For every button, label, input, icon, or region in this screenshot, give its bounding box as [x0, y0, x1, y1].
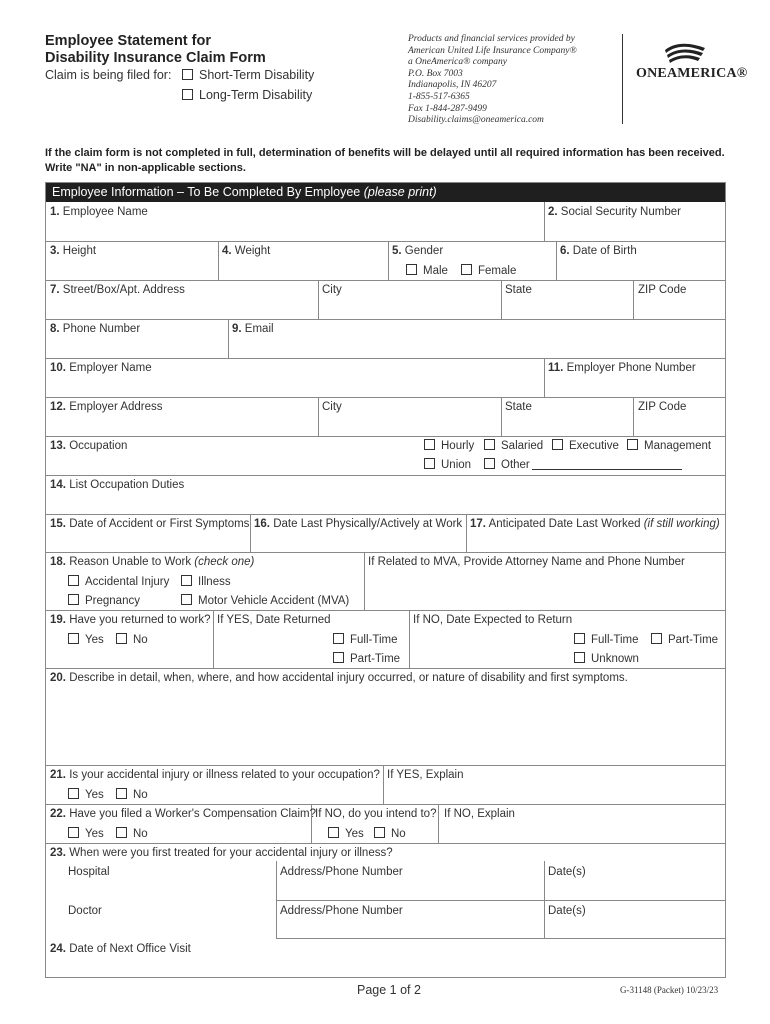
field-street-address[interactable]: 7. Street/Box/Apt. Address — [50, 284, 185, 296]
field-comp-explain[interactable]: If NO, Explain — [444, 808, 515, 820]
company-line: Indianapolis, IN 46207 — [408, 80, 497, 91]
occupation-union-option[interactable]: Union — [424, 458, 471, 471]
row-divider — [46, 436, 725, 437]
row-divider — [46, 552, 725, 553]
executive-checkbox[interactable] — [552, 439, 563, 450]
field-workers-comp: 22. Have you filed a Worker's Compensation Claim? — [50, 808, 316, 820]
comp-yes-option[interactable]: Yes — [68, 827, 104, 840]
col-divider — [633, 280, 634, 319]
field-related-explain[interactable]: If YES, Explain — [387, 769, 464, 781]
expected-unknown-option[interactable]: Unknown — [574, 652, 639, 665]
row-divider — [46, 843, 725, 844]
field-ssn[interactable]: 2. Social Security Number — [548, 206, 681, 218]
row-divider — [46, 804, 725, 805]
management-checkbox[interactable] — [627, 439, 638, 450]
field-state[interactable]: State — [505, 284, 532, 296]
col-divider — [228, 319, 229, 358]
field-doctor-address[interactable]: Address/Phone Number — [280, 905, 403, 917]
field-next-visit[interactable]: 24. Date of Next Office Visit — [50, 943, 191, 955]
header-divider — [622, 34, 623, 124]
expected-parttime-option[interactable]: Part-Time — [651, 633, 718, 646]
gender-female-option[interactable]: Female — [461, 264, 516, 277]
field-last-worked[interactable]: 16. Date Last Physically/Actively at Work — [254, 518, 463, 530]
form-title-line1: Employee Statement for — [45, 33, 211, 49]
related-no-checkbox[interactable] — [116, 788, 127, 799]
illness-checkbox[interactable] — [181, 575, 192, 586]
company-line: a OneAmerica® company — [408, 57, 508, 68]
employee-info-form — [45, 182, 726, 978]
reason-accidental-option[interactable]: Accidental Injury — [68, 575, 169, 588]
ltd-option[interactable] — [182, 88, 312, 102]
other-underline[interactable] — [532, 460, 682, 470]
returned-fulltime-checkbox[interactable] — [333, 633, 344, 644]
section-title-italic: (please print) — [363, 185, 437, 199]
related-no-option[interactable]: No — [116, 788, 148, 801]
occupation-salaried-option[interactable]: Salaried — [484, 439, 543, 452]
col-divider — [276, 861, 277, 938]
row-divider — [46, 319, 725, 320]
pregnancy-checkbox[interactable] — [68, 594, 79, 605]
company-line: Fax 1-844-287-9499 — [408, 103, 487, 114]
field-hospital-address[interactable]: Address/Phone Number — [280, 866, 403, 878]
related-yes-option[interactable]: Yes — [68, 788, 104, 801]
comp-no-option[interactable]: No — [116, 827, 148, 840]
col-divider — [438, 804, 439, 843]
reason-illness-option[interactable]: Illness — [181, 575, 231, 588]
col-divider — [501, 397, 502, 436]
intend-yes-checkbox[interactable] — [328, 827, 339, 838]
related-yes-checkbox[interactable] — [68, 788, 79, 799]
field-weight[interactable]: 4. Weight — [222, 245, 271, 257]
col-divider — [318, 397, 319, 436]
hourly-checkbox[interactable] — [424, 439, 435, 450]
col-divider — [544, 358, 545, 397]
col-divider — [213, 610, 214, 668]
col-divider — [556, 241, 557, 280]
intend-no-option[interactable]: No — [374, 827, 406, 840]
occupation-management-option[interactable]: Management — [627, 439, 711, 452]
field-employer-address[interactable]: 12. Employer Address — [50, 401, 163, 413]
warning-line1: If the claim form is not completed in full, determination of benefits will be delayed until all required information has been received. — [45, 147, 725, 159]
accidental-injury-checkbox[interactable] — [68, 575, 79, 586]
field-hospital-dates[interactable]: Date(s) — [548, 866, 586, 878]
col-divider — [364, 552, 365, 610]
reason-pregnancy-option[interactable]: Pregnancy — [68, 594, 140, 607]
oneamerica-flag-logo-icon — [663, 40, 707, 66]
field-employer-state[interactable]: State — [505, 401, 532, 413]
filed-for-label: Claim is being filed for: — [45, 68, 172, 82]
field-intend-to: If NO, do you intend to? — [315, 808, 437, 820]
row-divider — [46, 397, 725, 398]
returned-fulltime-option[interactable]: Full-Time — [333, 633, 398, 646]
company-line: Products and financial services provided by — [408, 34, 575, 44]
oneamerica-logo-text: ONEAMERICA® — [636, 66, 748, 81]
field-doctor-dates[interactable]: Date(s) — [548, 905, 586, 917]
field-email[interactable]: 9. Email — [232, 323, 274, 335]
col-divider — [501, 280, 502, 319]
returned-parttime-checkbox[interactable] — [333, 652, 344, 663]
gender-male-option[interactable]: Male — [406, 264, 448, 277]
field-dob[interactable]: 6. Date of Birth — [560, 245, 637, 257]
field-hospital[interactable]: Hospital — [68, 866, 110, 878]
occupation-other-option[interactable]: Other — [484, 458, 682, 471]
expected-fulltime-checkbox[interactable] — [574, 633, 585, 644]
comp-no-checkbox[interactable] — [116, 827, 127, 838]
row-divider — [46, 280, 725, 281]
mva-checkbox[interactable] — [181, 594, 192, 605]
col-divider — [544, 202, 545, 241]
field-height[interactable]: 3. Height — [50, 245, 97, 257]
returned-no-checkbox[interactable] — [116, 633, 127, 644]
section-banner — [46, 183, 725, 202]
col-divider — [218, 241, 219, 280]
row-divider — [46, 765, 725, 766]
reason-mva-option[interactable]: Motor Vehicle Accident (MVA) — [181, 594, 349, 607]
field-employer-name[interactable]: 10. Employer Name — [50, 362, 152, 374]
intend-yes-option[interactable]: Yes — [328, 827, 364, 840]
col-divider — [383, 765, 384, 804]
field-first-treated: 23. When were you first treated for your accidental injury or illness? — [50, 847, 393, 859]
field-describe-injury[interactable]: 20. Describe in detail, when, where, and how accidental injury occurred, or nature of disability and first symptoms. — [50, 672, 628, 684]
returned-yes-option[interactable]: Yes — [68, 633, 104, 646]
field-date-expected[interactable]: If NO, Date Expected to Return — [413, 614, 573, 626]
warning-text — [45, 146, 735, 176]
std-label: Short-Term Disability — [199, 68, 315, 82]
field-employer-city[interactable]: City — [322, 401, 342, 413]
section-title: Employee Information – To Be Completed By Employee — [52, 185, 364, 199]
col-divider — [318, 280, 319, 319]
salaried-checkbox[interactable] — [484, 439, 495, 450]
field-doctor[interactable]: Doctor — [68, 905, 102, 917]
std-checkbox[interactable] — [182, 69, 193, 80]
expected-parttime-checkbox[interactable] — [651, 633, 662, 644]
col-divider — [388, 241, 389, 280]
row-divider — [46, 668, 725, 669]
field-phone[interactable]: 8. Phone Number — [50, 323, 141, 335]
male-checkbox[interactable] — [406, 264, 417, 275]
field-returned-to-work: 19. Have you returned to work? — [50, 614, 211, 626]
other-checkbox[interactable] — [484, 458, 495, 469]
form-title — [45, 33, 266, 67]
field-mva-attorney[interactable]: If Related to MVA, Provide Attorney Name and Phone Number — [368, 556, 685, 568]
col-divider — [409, 610, 410, 668]
col-divider — [633, 397, 634, 436]
company-email: Disability.claims@oneamerica.com — [408, 115, 544, 126]
warning-line2: Write "NA" in non-applicable sections. — [45, 162, 246, 174]
occupation-executive-option[interactable]: Executive — [552, 439, 619, 452]
row-divider — [46, 610, 725, 611]
union-checkbox[interactable] — [424, 458, 435, 469]
field-employee-name[interactable]: 1. Employee Name — [50, 206, 148, 218]
female-checkbox[interactable] — [461, 264, 472, 275]
field-related-occupation: 21. Is your accidental injury or illness related to your occupation? — [50, 769, 380, 781]
field-gender: 5. Gender — [392, 245, 444, 257]
field-zip[interactable]: ZIP Code — [638, 284, 687, 296]
row-divider — [46, 358, 725, 359]
field-occupation[interactable]: 13. Occupation — [50, 440, 128, 452]
col-divider — [250, 514, 251, 552]
occupation-hourly-option[interactable]: Hourly — [424, 439, 474, 452]
row-divider — [46, 514, 725, 515]
form-code: G-31148 (Packet) 10/23/23 — [620, 985, 719, 995]
field-date-returned[interactable]: If YES, Date Returned — [217, 614, 331, 626]
ltd-label: Long-Term Disability — [199, 88, 313, 102]
field-employer-phone[interactable]: 11. Employer Phone Number — [548, 362, 696, 374]
returned-yes-checkbox[interactable] — [68, 633, 79, 644]
std-option[interactable] — [182, 68, 314, 82]
field-accident-date[interactable]: 15. Date of Accident or First Symptoms — [50, 518, 250, 530]
company-line: 1-855-517-6365 — [408, 91, 470, 102]
field-city[interactable]: City — [322, 284, 342, 296]
col-divider — [466, 514, 467, 552]
row-divider — [46, 241, 725, 242]
company-line: P.O. Box 7003 — [408, 68, 463, 79]
page-number: Page 1 of 2 — [357, 983, 421, 997]
field-occupation-duties[interactable]: 14. List Occupation Duties — [50, 479, 185, 491]
company-line: American United Life Insurance Company® — [408, 45, 577, 56]
row-divider — [46, 475, 725, 476]
returned-no-option[interactable]: No — [116, 633, 148, 646]
expected-fulltime-option[interactable]: Full-Time — [574, 633, 639, 646]
company-info — [408, 34, 577, 127]
intend-no-checkbox[interactable] — [374, 827, 385, 838]
expected-unknown-checkbox[interactable] — [574, 652, 585, 663]
col-divider — [544, 861, 545, 938]
field-employer-zip[interactable]: ZIP Code — [638, 401, 687, 413]
field-reason-unable: 18. Reason Unable to Work (check one) — [50, 556, 255, 568]
comp-yes-checkbox[interactable] — [68, 827, 79, 838]
returned-parttime-option[interactable]: Part-Time — [333, 652, 400, 665]
ltd-checkbox[interactable] — [182, 89, 193, 100]
form-title-line2: Disability Insurance Claim Form — [45, 50, 266, 66]
field-anticipated-date[interactable]: 17. Anticipated Date Last Worked (if still working) — [470, 518, 720, 530]
row-divider — [276, 900, 725, 901]
row-divider — [276, 938, 725, 939]
